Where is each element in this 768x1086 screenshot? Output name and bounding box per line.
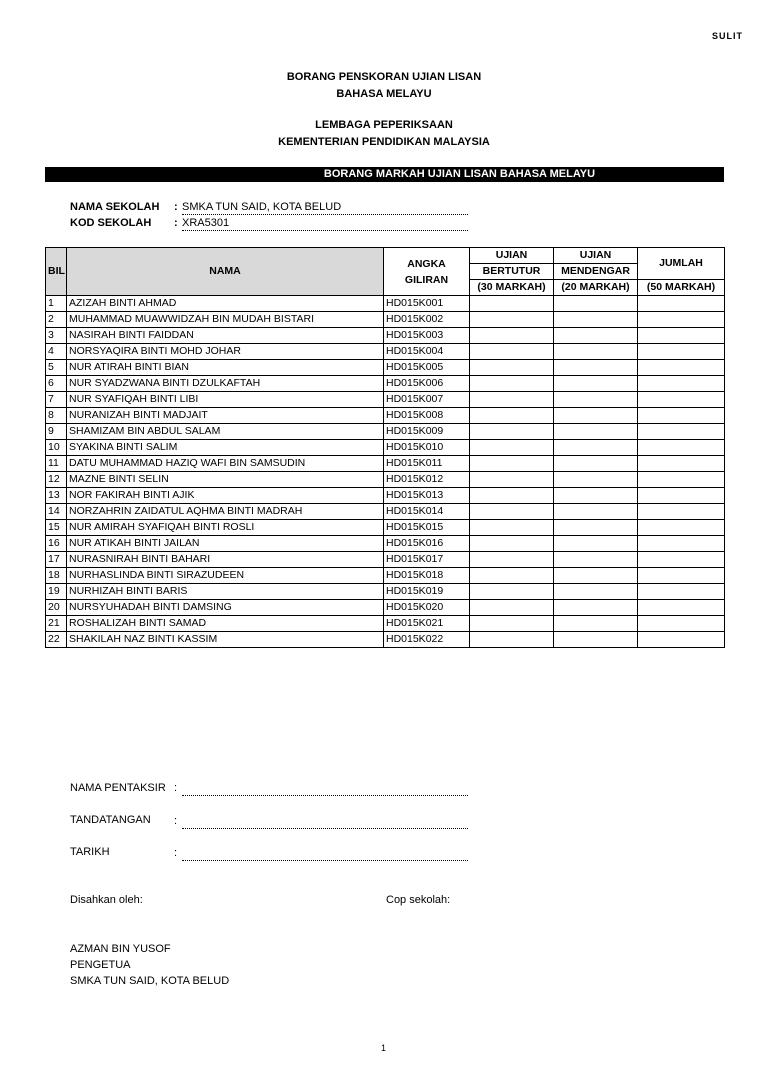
table-row [46, 600, 725, 616]
index-number: HD015K015 [384, 520, 470, 536]
col-header-nama: NAMA [67, 248, 384, 296]
total-mark-cell[interactable] [638, 520, 725, 536]
form-title-line2: BAHASA MELAYU [336, 88, 432, 100]
speaking-mark-cell[interactable] [470, 520, 554, 536]
row-number: 12 [46, 472, 67, 488]
listening-mark-cell[interactable] [554, 328, 638, 344]
col-header-bil: BIL [46, 248, 67, 296]
total-mark-cell[interactable] [638, 440, 725, 456]
table-row [46, 488, 725, 504]
listening-mark-cell[interactable] [554, 424, 638, 440]
student-name: NURANIZAH BINTI MADJAIT [67, 408, 384, 424]
index-number: HD015K006 [384, 376, 470, 392]
speaking-mark-cell[interactable] [470, 440, 554, 456]
index-number: HD015K018 [384, 568, 470, 584]
listening-mark-cell[interactable] [554, 344, 638, 360]
assessor-name-label: NAMA PENTAKSIR [70, 782, 166, 794]
student-name: SHAMIZAM BIN ABDUL SALAM [67, 424, 384, 440]
total-mark-cell[interactable] [638, 360, 725, 376]
listening-mark-cell[interactable] [554, 616, 638, 632]
school-name-field[interactable]: SMKA TUN SAID, KOTA BELUD [182, 201, 468, 215]
listening-mark-cell[interactable] [554, 552, 638, 568]
student-name: NASIRAH BINTI FAIDDAN [67, 328, 384, 344]
row-number: 1 [46, 296, 67, 312]
total-mark-cell[interactable] [638, 456, 725, 472]
listening-mark-cell[interactable] [554, 408, 638, 424]
listening-mark-cell[interactable] [554, 504, 638, 520]
row-number: 10 [46, 440, 67, 456]
marks-table-header [46, 248, 725, 296]
row-number: 14 [46, 504, 67, 520]
index-number: HD015K012 [384, 472, 470, 488]
speaking-mark-cell[interactable] [470, 392, 554, 408]
table-row [46, 632, 725, 648]
table-row [46, 616, 725, 632]
listening-mark-cell[interactable] [554, 632, 638, 648]
total-mark-cell[interactable] [638, 584, 725, 600]
student-name: NUR AMIRAH SYAFIQAH BINTI ROSLI [67, 520, 384, 536]
row-number: 18 [46, 568, 67, 584]
listening-mark-cell[interactable] [554, 360, 638, 376]
table-row [46, 312, 725, 328]
student-name: NUR ATIRAH BINTI BIAN [67, 360, 384, 376]
listening-mark-cell[interactable] [554, 392, 638, 408]
student-name: NURHIZAH BINTI BARIS [67, 584, 384, 600]
table-row [46, 424, 725, 440]
row-number: 11 [46, 456, 67, 472]
index-number: HD015K019 [384, 584, 470, 600]
total-mark-cell[interactable] [638, 344, 725, 360]
listening-mark-cell[interactable] [554, 584, 638, 600]
speaking-mark-cell[interactable] [470, 584, 554, 600]
index-number: HD015K016 [384, 536, 470, 552]
col-header-bertutur-marks: (30 MARKAH) [470, 280, 554, 296]
index-number: HD015K020 [384, 600, 470, 616]
speaking-mark-cell[interactable] [470, 296, 554, 312]
total-mark-cell[interactable] [638, 488, 725, 504]
row-number: 7 [46, 392, 67, 408]
listening-mark-cell[interactable] [554, 568, 638, 584]
row-number: 17 [46, 552, 67, 568]
listening-mark-cell[interactable] [554, 600, 638, 616]
date-colon: : [174, 847, 178, 859]
index-number: HD015K004 [384, 344, 470, 360]
total-mark-cell[interactable] [638, 632, 725, 648]
student-name: NORZAHRIN ZAIDATUL AQHMA BINTI MADRAH [67, 504, 384, 520]
form-title-line1: BORANG PENSKORAN UJIAN LISAN [286, 71, 482, 83]
marks-table-body [46, 296, 725, 648]
speaking-mark-cell[interactable] [470, 344, 554, 360]
speaking-mark-cell[interactable] [470, 456, 554, 472]
table-row [46, 520, 725, 536]
total-mark-cell[interactable] [638, 568, 725, 584]
row-number: 13 [46, 488, 67, 504]
speaking-mark-cell[interactable] [470, 552, 554, 568]
index-number: HD015K011 [384, 456, 470, 472]
student-name: NUR SYAFIQAH BINTI LIBI [67, 392, 384, 408]
school-code-label: KOD SEKOLAH [70, 217, 152, 229]
row-number: 6 [46, 376, 67, 392]
signature-field[interactable] [182, 816, 468, 829]
table-row [46, 408, 725, 424]
table-row [46, 376, 725, 392]
total-mark-cell[interactable] [638, 552, 725, 568]
table-row [46, 584, 725, 600]
student-name: SHAKILAH NAZ BINTI KASSIM [67, 632, 384, 648]
table-row [46, 568, 725, 584]
total-mark-cell[interactable] [638, 424, 725, 440]
speaking-mark-cell[interactable] [470, 424, 554, 440]
index-number: HD015K005 [384, 360, 470, 376]
col-header-angka-line2: GILIRAN [404, 273, 449, 286]
index-number: HD015K013 [384, 488, 470, 504]
speaking-mark-cell[interactable] [470, 536, 554, 552]
student-name: AZIZAH BINTI AHMAD [67, 296, 384, 312]
listening-mark-cell[interactable] [554, 472, 638, 488]
listening-mark-cell[interactable] [554, 488, 638, 504]
table-row [46, 392, 725, 408]
table-row [46, 456, 725, 472]
table-row [46, 344, 725, 360]
speaking-mark-cell[interactable] [470, 616, 554, 632]
table-row [46, 504, 725, 520]
date-label: TARIKH [70, 846, 110, 858]
row-number: 19 [46, 584, 67, 600]
total-mark-cell[interactable] [638, 504, 725, 520]
index-number: HD015K014 [384, 504, 470, 520]
row-number: 9 [46, 424, 67, 440]
total-mark-cell[interactable] [638, 376, 725, 392]
index-number: HD015K009 [384, 424, 470, 440]
assessor-name-field[interactable] [182, 783, 468, 796]
speaking-mark-cell[interactable] [470, 488, 554, 504]
listening-mark-cell[interactable] [554, 312, 638, 328]
section-banner [45, 167, 724, 182]
row-number: 15 [46, 520, 67, 536]
total-mark-cell[interactable] [638, 296, 725, 312]
speaking-mark-cell[interactable] [470, 632, 554, 648]
listening-mark-cell[interactable] [554, 456, 638, 472]
listening-mark-cell[interactable] [554, 520, 638, 536]
table-row [46, 472, 725, 488]
listening-mark-cell[interactable] [554, 296, 638, 312]
page-number: 1 [381, 1043, 387, 1053]
speaking-mark-cell[interactable] [470, 472, 554, 488]
table-row [46, 536, 725, 552]
school-name-label: NAMA SEKOLAH [70, 201, 160, 213]
school-code-field[interactable]: XRA5301 [182, 217, 468, 231]
row-number: 3 [46, 328, 67, 344]
row-number: 16 [46, 536, 67, 552]
speaking-mark-cell[interactable] [470, 376, 554, 392]
assessor-name-colon: : [174, 782, 178, 794]
index-number: HD015K003 [384, 328, 470, 344]
date-field[interactable] [182, 848, 468, 861]
speaking-mark-cell[interactable] [470, 568, 554, 584]
row-number: 21 [46, 616, 67, 632]
index-number: HD015K017 [384, 552, 470, 568]
col-header-jumlah-marks: (50 MARKAH) [638, 280, 725, 296]
student-name: NORSYAQIRA BINTI MOHD JOHAR [67, 344, 384, 360]
col-header-angka-line1: ANGKA [407, 257, 446, 270]
student-name: NUR ATIKAH BINTI JAILAN [67, 536, 384, 552]
signature-label: TANDATANGAN [70, 814, 151, 826]
table-row [46, 360, 725, 376]
org-name-line1: LEMBAGA PEPERIKSAAN [315, 119, 453, 131]
student-name: NUR SYADZWANA BINTI DZULKAFTAH [67, 376, 384, 392]
table-row [46, 552, 725, 568]
school-name-colon: : [174, 201, 178, 213]
index-number: HD015K002 [384, 312, 470, 328]
student-name: NOR FAKIRAH BINTI AJIK [67, 488, 384, 504]
row-number: 20 [46, 600, 67, 616]
col-header-jumlah: JUMLAH [638, 248, 725, 280]
index-number: HD015K010 [384, 440, 470, 456]
total-mark-cell[interactable] [638, 600, 725, 616]
index-number: HD015K001 [384, 296, 470, 312]
section-banner-text: BORANG MARKAH UJIAN LISAN BAHASA MELAYU [323, 168, 596, 180]
school-stamp-label: Cop sekolah: [386, 894, 451, 906]
student-name: SYAKINA BINTI SALIM [67, 440, 384, 456]
principal-title: PENGETUA [70, 959, 131, 971]
total-mark-cell[interactable] [638, 392, 725, 408]
listening-mark-cell[interactable] [554, 536, 638, 552]
verified-by-label: Disahkan oleh: [70, 894, 143, 906]
speaking-mark-cell[interactable] [470, 408, 554, 424]
school-code-colon: : [174, 217, 178, 229]
listening-mark-cell[interactable] [554, 440, 638, 456]
index-number: HD015K022 [384, 632, 470, 648]
row-number: 22 [46, 632, 67, 648]
speaking-mark-cell[interactable] [470, 360, 554, 376]
col-header-bertutur-line1: UJIAN [470, 248, 554, 264]
table-row [46, 328, 725, 344]
index-number: HD015K021 [384, 616, 470, 632]
col-header-mendengar-line2: MENDENGAR [554, 264, 638, 280]
table-row [46, 440, 725, 456]
col-header-mendengar-line1: UJIAN [554, 248, 638, 264]
index-number: HD015K008 [384, 408, 470, 424]
student-name: MAZNE BINTI SELIN [67, 472, 384, 488]
total-mark-cell[interactable] [638, 312, 725, 328]
marks-table [45, 247, 725, 648]
total-mark-cell[interactable] [638, 408, 725, 424]
student-name: NURASNIRAH BINTI BAHARI [67, 552, 384, 568]
speaking-mark-cell[interactable] [470, 504, 554, 520]
classification-label: SULIT [712, 31, 743, 41]
col-header-bertutur-line2: BERTUTUR [470, 264, 554, 280]
student-name: NURHASLINDA BINTI SIRAZUDEEN [67, 568, 384, 584]
student-name: NURSYUHADAH BINTI DAMSING [67, 600, 384, 616]
row-number: 5 [46, 360, 67, 376]
row-number: 4 [46, 344, 67, 360]
speaking-mark-cell[interactable] [470, 328, 554, 344]
index-number: HD015K007 [384, 392, 470, 408]
total-mark-cell[interactable] [638, 472, 725, 488]
speaking-mark-cell[interactable] [470, 312, 554, 328]
table-row [46, 296, 725, 312]
total-mark-cell[interactable] [638, 536, 725, 552]
speaking-mark-cell[interactable] [470, 600, 554, 616]
student-name: DATU MUHAMMAD HAZIQ WAFI BIN SAMSUDIN [67, 456, 384, 472]
total-mark-cell[interactable] [638, 616, 725, 632]
student-name: MUHAMMAD MUAWWIDZAH BIN MUDAH BISTARI [67, 312, 384, 328]
col-header-angka-giliran [384, 248, 470, 296]
student-name: ROSHALIZAH BINTI SAMAD [67, 616, 384, 632]
total-mark-cell[interactable] [638, 328, 725, 344]
row-number: 2 [46, 312, 67, 328]
signature-colon: : [174, 815, 178, 827]
listening-mark-cell[interactable] [554, 376, 638, 392]
principal-name: AZMAN BIN YUSOF [70, 943, 171, 955]
col-header-mendengar-marks: (20 MARKAH) [554, 280, 638, 296]
row-number: 8 [46, 408, 67, 424]
org-name-line2: KEMENTERIAN PENDIDIKAN MALAYSIA [278, 136, 490, 148]
principal-school: SMKA TUN SAID, KOTA BELUD [70, 975, 230, 987]
